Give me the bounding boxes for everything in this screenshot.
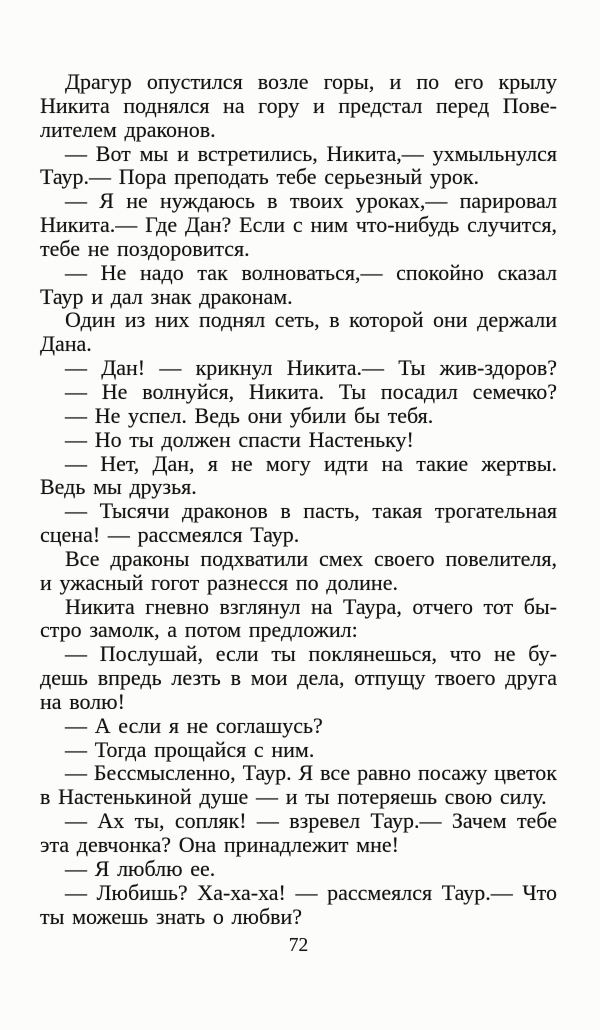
text-line: — Послушай, если ты поклянешься, что не бу- (65, 641, 557, 667)
text-line: — Нет, Дан, я не могу идти на такие жертвы. (65, 450, 557, 476)
text-line: эта девчонка? Она принадлежит мне! (40, 832, 399, 857)
paragraph (40, 547, 557, 595)
paragraph (40, 404, 557, 428)
paragraph (40, 452, 557, 500)
paragraph (40, 595, 557, 643)
text-line: Один из них поднял сеть, в которой они держали (65, 307, 557, 333)
text-line: — Не волнуйся, Никита. Ты посадил семечко? (65, 378, 557, 404)
text-line: Ведь мы друзья. (40, 474, 197, 500)
text-line: — Но ты должен спасти Настеньку! (65, 426, 414, 452)
text-line: — Тысячи драконов в пасть, такая трогательная (65, 498, 557, 524)
text-line: Дана. (40, 331, 92, 357)
text-line: — Я люблю ее. (65, 855, 216, 881)
paragraph (40, 761, 557, 809)
text-line: — Вот мы и встретились, Никита,— ухмыльнулся (65, 140, 557, 166)
paragraph (40, 809, 557, 857)
text-line: дешь впредь лезть в мои дела, отпущу твоего друга (40, 665, 557, 691)
text-line: тебе не поздоровится. (40, 235, 250, 261)
page-number: 72 (288, 935, 309, 956)
paragraph (40, 499, 557, 547)
paragraph (40, 261, 557, 309)
paragraph (40, 70, 557, 142)
text-line: Драгур опустился возле горы, и по его крылу (65, 69, 557, 94)
text-line: ты можешь знать о любви? (40, 903, 303, 929)
text-line: Таур и дал знак драконам. (40, 283, 293, 309)
text-line: Таур.— Пора преподать тебе серьезный урок. (40, 164, 480, 190)
paragraph (40, 857, 557, 881)
text-line: — Дан! — крикнул Никита.— Ты жив-здоров? (65, 355, 557, 381)
text-line: стро замолк, а потом предложил: (40, 617, 358, 643)
text-line: на волю! (40, 688, 125, 714)
paragraph (40, 142, 557, 190)
text-line: — Тогда прощайся с ним. (65, 736, 315, 762)
text-line: в Настенькиной душе — и ты потеряешь свою силу. (40, 784, 547, 810)
paragraph (40, 881, 557, 929)
paragraph (40, 714, 557, 738)
text-line: — Я не нуждаюсь в твоих уроках,— парировал (65, 188, 557, 214)
text-line: — А если я не соглашусь? (65, 712, 323, 738)
text-line: Никита гневно взглянул на Таура, отчего тот бы- (65, 593, 557, 619)
text-line: — Любишь? Ха-ха-ха! — рассмеялся Таур.— Что (65, 879, 557, 905)
paragraph (40, 189, 557, 261)
paragraph (40, 428, 557, 452)
paragraph (40, 380, 557, 404)
paragraph (40, 308, 557, 356)
paragraph (40, 356, 557, 380)
text-line: — Не надо так волноваться,— спокойно сказал (65, 259, 557, 285)
text-line: лителем драконов. (40, 116, 216, 142)
text-line: — Бессмысленно, Таур. Я все равно посажу цветок (65, 760, 557, 786)
text-line: — Ах ты, сопляк! — взревел Таур.— Зачем тебе (65, 808, 557, 834)
text-line: сцена! — рассмеялся Таур. (40, 522, 300, 548)
paragraph (40, 738, 557, 762)
text-line: Все драконы подхватили смех своего повелителя, (65, 545, 557, 571)
page-text (40, 70, 557, 928)
text-line: — Не успел. Ведь они убили бы тебя. (65, 402, 434, 428)
paragraph (40, 642, 557, 714)
text-line: Никита.— Где Дан? Если с ним что-нибудь случится, (40, 212, 557, 238)
text-line: и ужасный гогот разнесся по долине. (40, 569, 398, 595)
text-line: Никита поднялся на гору и предстал перед Пове- (40, 92, 557, 118)
